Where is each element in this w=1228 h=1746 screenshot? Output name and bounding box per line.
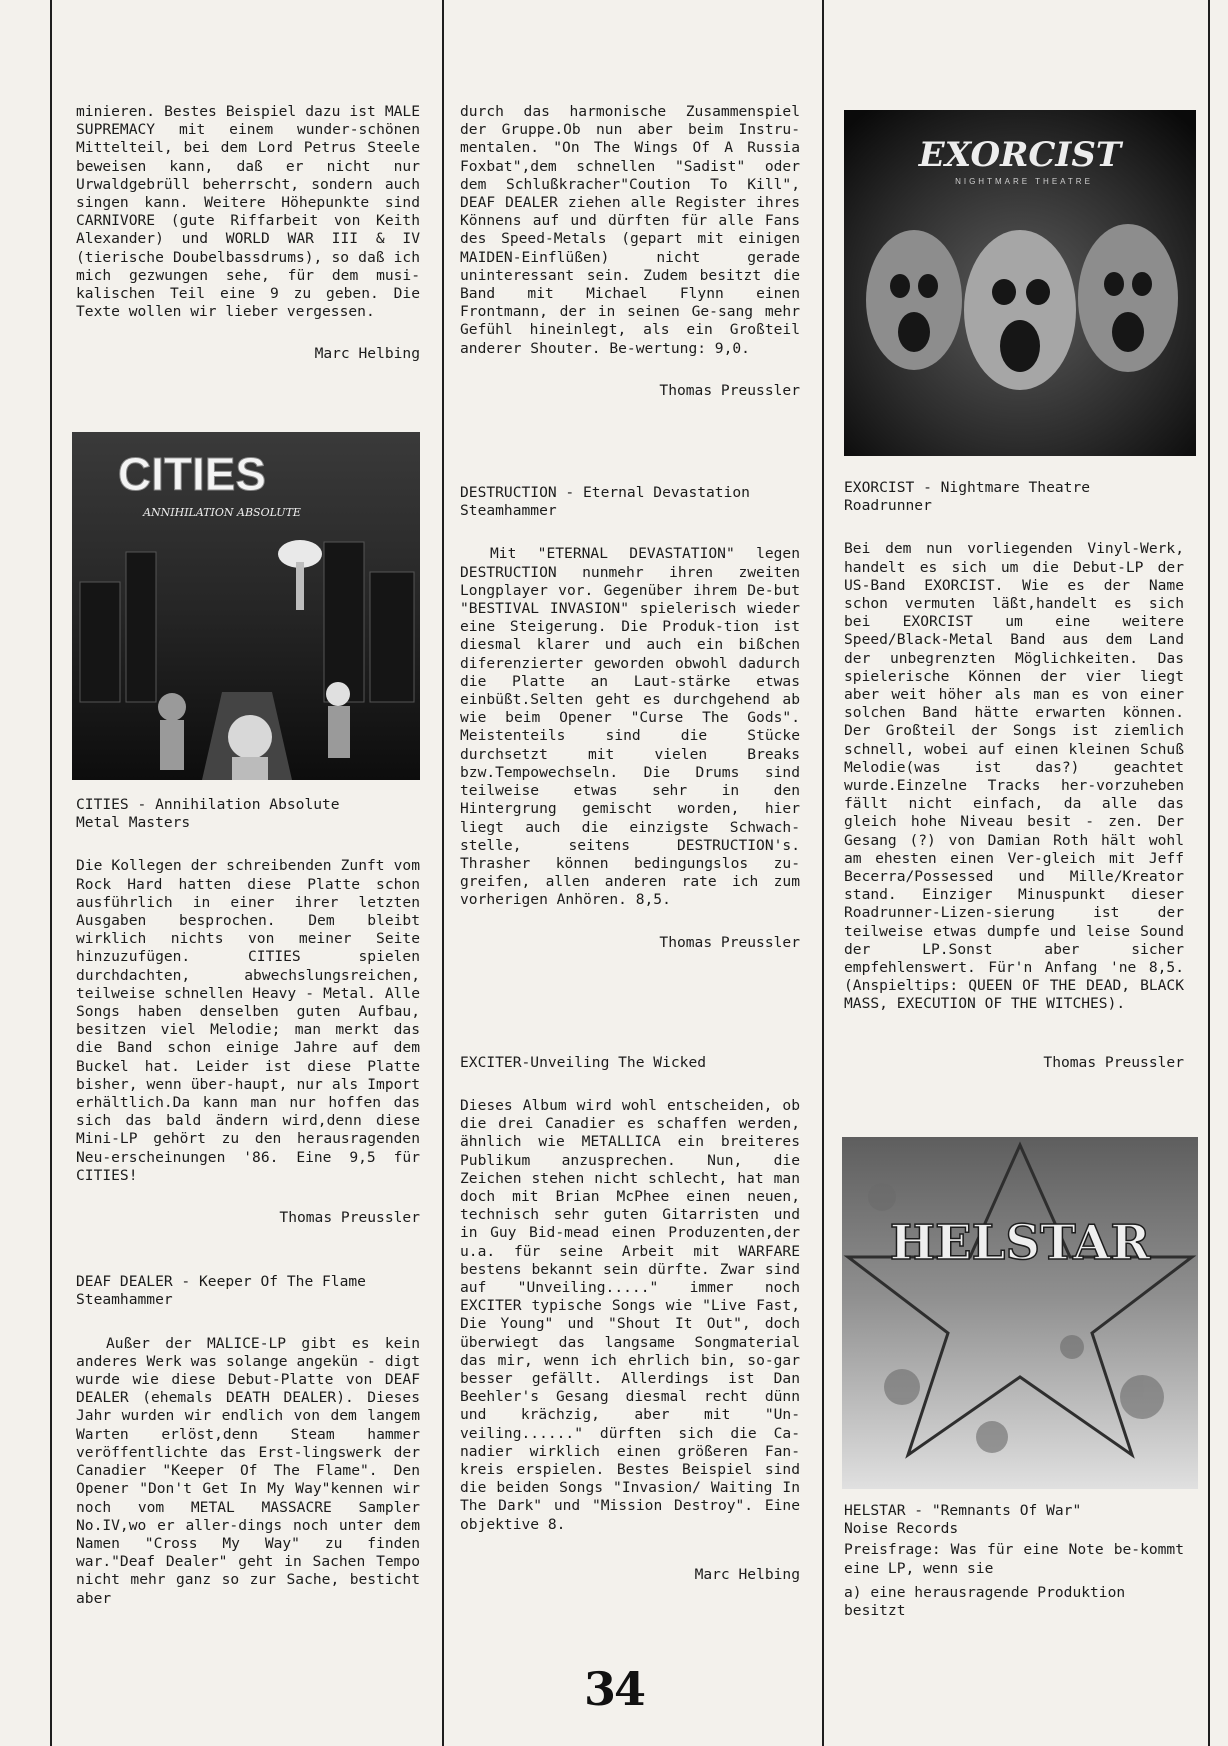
exorcist-logo: EXORCIST: [918, 135, 1122, 175]
review-heading-helstar: HELSTAR - "Remnants Of War" Noise Records: [844, 1502, 1082, 1538]
review-heading-cities: CITIES - Annihilation Absolute Metal Masters: [76, 796, 340, 832]
helstar-album-cover: [842, 1137, 1198, 1489]
column-3: [844, 479, 1184, 1072]
review-author-exorcist: Thomas Preussler: [1043, 1053, 1184, 1071]
review-text-deaf-dealer-continued: durch das harmonische Zusammenspiel der Gruppe.Ob nun aber beim Instru-mentalen. "On The Wings Of A Russia Foxbat",dem schnellen "Sadist" oder dem Schlußkracher"Coution To Kill", DEAF DEALER ziehen alle Register ihres Könnens auf und dürften für alle Fans des Speed-Metals (gepart mit einigen MAIDEN-Einflüßen) nicht gerade uninteressant sein. Zudem besitzt die Band mit Michael Flynn einen Frontmann, der in seinen Ge-sang mehr Gefühl hineinlegt, als ein Großteil anderer Shouter. Be-wertung: 9,0.: [460, 103, 800, 357]
review-text-helstar: Preisfrage: Was für eine Note be-kommt eine LP, wenn sie: [844, 1541, 1184, 1577]
review-heading-destruction: DESTRUCTION - Eternal Devastation Steamhammer: [460, 484, 750, 520]
column-1: [76, 103, 420, 364]
review-text-deaf-dealer: Außer der MALICE-LP gibt es kein anderes Werk was solange angekün - digt wurde wie diese Debut-Platte von DEAF DEALER (ehemals DEATH DEALER). Dieses Jahr wurden wir endlich von dem langem Warten erlöst,denn Steam hammer veröffentlichte das Erst-lingswerk der Canadier "Keeper Of The Flame". Den Opener "Don't Get In My Way"kennen wir noch vom METAL MASSACRE Sampler No.IV,wo er aller-dings noch unter dem Namen "Cross My Way" zu finden war."Deaf Dealer" geht in Sachen Tempo nicht mehr ganz so zur Sache, besticht aber: [76, 1334, 420, 1607]
review-text-continued: minieren. Bestes Beispiel dazu ist MALE SUPREMACY mit einem wunder-schönen Mittelteil, bei dem Lord Petrus Steele beweisen kann, daß er nicht nur Urwaldgebrüll beherrscht, sondern auch singen kann. Weitere Höhepunkte sind CARNIVORE (gute Riffarbeit von Keith Alexander) und WORLD WAR III & IV (tierische Doubelbassdrums), so daß ich mich gezwungen sehe, für dem musi-kalischen Teil eine 9 zu geben. Die Texte wollen wir lieber vergessen.: [76, 103, 420, 321]
review-list-item-helstar: a) eine herausragende Produktion besitzt: [844, 1583, 1126, 1620]
column-2: [460, 103, 800, 1584]
cities-logo: CITIES: [117, 448, 267, 500]
review-author-exciter: Marc Helbing: [694, 1565, 800, 1583]
review-text-cities: Die Kollegen der schreibenden Zunft vom Rock Hard hatten diese Platte schon ausführlich in einer ihrer letzten Ausgaben besprochen. Dem bleibt wirklich nichts von meiner Seite hinzuzufügen. CITIES spielen durchdachten, abwechslungsreichen, teilweise schnellen Heavy - Metal. Alle Songs haben denselben guten Aufbau, besitzen viel Melodie; man merkt das die Band schon einige Jahre auf dem Buckel hat. Leider ist diese Platte bisher, wenn über-haupt, nur als Import erhältlich.Da kann man nur hoffen das sich das bald ändern wird,denn diese Mini-LP gehört zu den herausragenden Neu-erscheinungen '86. Eine 9,5 für CITIES!: [76, 857, 420, 1184]
review-author-cities: Thomas Preussler: [279, 1209, 420, 1227]
column-3-lower: [844, 1502, 1184, 1620]
review-text-destruction: Mit "ETERNAL DEVASTATION" legen DESTRUCTION nunmehr ihren zweiten Longplayer vor. Gegenüber ihrem De-but "BESTIVAL INVASION" spielerisch wieder eine Steigerung. Die Produk-tion ist diesmal klarer und auch ein bißchen diferenzierter geworden obwohl dadurch die Platte an Laut-stärke etwas einbüßt.Selten geht es durchgehend ab wie beim Opener "Curse The Gods". Meistenteils sind die Stücke durchsetzt mit vielen Breaks bzw.Tempowechseln. Die Drums sind teilweise etwas sehr in den Hintergrung gemischt worden, hier liegt auch die einzigste Schwach-stelle, seitens DESTRUCTION's. Thrasher können bedingungslos zu-greifen, allen anderen rate ich zum vorherigen Anhören. 8,5.: [460, 545, 800, 909]
review-author-deaf-dealer: Thomas Preussler: [659, 381, 800, 399]
page-number: 34: [583, 1662, 644, 1716]
review-text-exciter: Dieses Album wird wohl entscheiden, ob die drei Canadier es schaffen werden, ähnlich wie METALLICA ein breiteres Publikum anzusprechen. Nun, die Zeichen stehen nicht schlecht, hat man doch mit Brian McPhee einen neuen, technisch sehr guten Gitarristen und in Guy Bid-mead einen Produzenten,der u.a. für seine Arbeit mit WARFARE bestens bekannt sein dürfte. Zwar sind auf "Unveiling....." immer noch EXCITER typische Songs wie "Live Fast, Die Young" und "Shout It Out", doch überwiegt das langsame Songmaterial das mir, wenn ich ehrlich bin, so-gar besser gefällt. Allerdings ist Dan Beehler's Gesang diesmal recht dünn und krächzig, aber mit "Un-veiling......" dürften sich die Ca-nadier wirklich einen größeren Fan-kreis erspielen. Bestes Beispiel sind die beiden Songs "Invasion/ Waiting In The Dark" und "Mission Destroy". Eine objektive 8.: [460, 1096, 800, 1533]
column-rule-center-left: [442, 0, 444, 1746]
review-author-destruction: Thomas Preussler: [659, 933, 800, 951]
review-heading-exorcist: EXORCIST - Nightmare Theatre Roadrunner: [844, 479, 1091, 515]
column-rule-right: [1208, 0, 1210, 1746]
review-heading-exciter: EXCITER-Unveiling The Wicked: [460, 1053, 707, 1071]
review-author: Marc Helbing: [314, 345, 420, 363]
cities-subtitle: ANNIHILATION ABSOLUTE: [143, 506, 301, 519]
exorcist-album-cover: [844, 110, 1196, 456]
column-rule-center-right: [822, 0, 824, 1746]
column-1-lower: [76, 796, 420, 1608]
review-heading-deaf-dealer: DEAF DEALER - Keeper Of The Flame Steamhammer: [76, 1273, 366, 1309]
cities-album-cover: [72, 432, 420, 780]
column-rule-left: [50, 0, 52, 1746]
helstar-logo: HELSTAR: [889, 1215, 1151, 1271]
exorcist-subtitle: NIGHTMARE THEATRE: [955, 177, 1093, 186]
review-text-exorcist: Bei dem nun vorliegenden Vinyl-Werk, handelt es sich um die Debut-LP der US-Band EXORCIST. Wie es der Name schon vermuten läßt,handelt es sich bei EXORCIST um eine weitere Speed/Black-Metal Band aus dem Land der unbegrenzten Möglichkeiten. Das spielerische Können der vier liegt aber weit höher als man es von einer solchen Band hätte erwarten können. Der Großteil der Songs ist ziemlich schnell, wobei auf einen kleinen Schuß Melodie(was ist das?) geachtet wurde.Einzelne Tracks her-vorzuheben fällt nicht einfach, da alle das gleich hohe Niveau besit - zen. Der Gesang (?) von Damian Roth hält wohl am ehesten einen Ver-gleich mit Jeff Becerra/Possessed und Mille/Kreator stand. Einziger Minuspunkt dieser Roadrunner-Lizen-sierung ist der teilweise etwas dumpfe und leise Sound der LP.Sonst aber sicher empfehlenswert. Für'n Anfang 'ne 8,5. (Anspieltips: QUEEN OF THE DEAD, BLACK MASS, EXECUTION OF THE WITCHES).: [844, 540, 1184, 1013]
